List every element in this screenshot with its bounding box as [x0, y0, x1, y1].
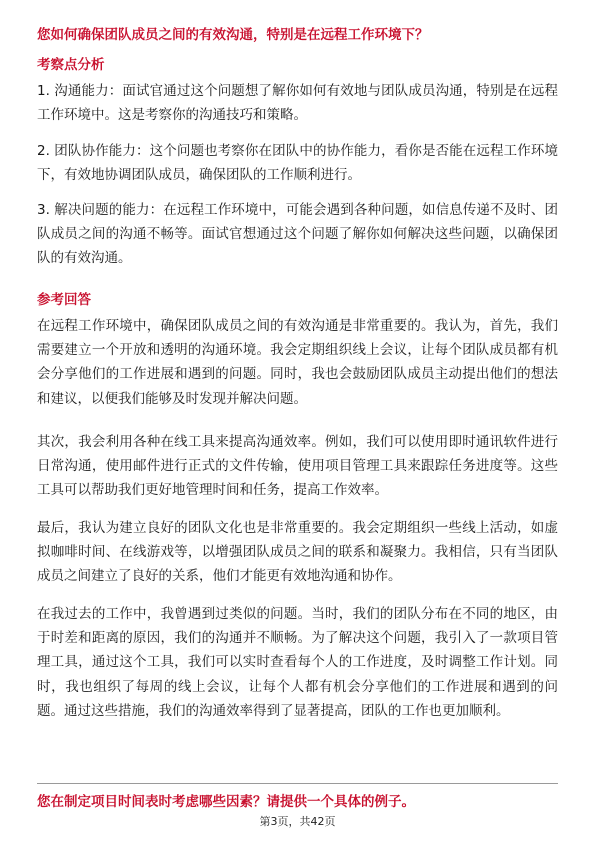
answer-heading: 参考回答: [37, 292, 91, 308]
analysis-point-2: 2. 团队协作能力：这个问题也考察你在团队中的协作能力，看你是否能在远程工作环境下，有效地协调团队成员，确保团队的工作顺利进行。: [37, 143, 558, 184]
answer-paragraph-3: 最后，我认为建立良好的团队文化也是非常重要的。我会定期组织一些线上活动，如虚拟咖啡时间、在线游戏等，以增强团队成员之间的联系和凝聚力。我相信，只有当团队成员之间建立了良好的关系，他们才能更有效地沟通和协作。: [37, 520, 558, 585]
question-title: 您如何确保团队成员之间的有效沟通，特别是在远程工作环境下？: [37, 27, 429, 43]
page-number: 第3页，共42页: [259, 815, 336, 828]
analysis-heading: 考察点分析: [37, 57, 105, 73]
analysis-point-3: 3. 解决问题的能力：在远程工作环境中，可能会遇到各种问题，如信息传递不及时、团队成员之间的沟通不畅等。面试官想通过这个问题了解你如何解决这些问题，以确保团队的有效沟通。: [37, 202, 558, 267]
section-divider: [37, 783, 558, 784]
next-question-title: 您在制定项目时间表时考虑哪些因素？请提供一个具体的例子。: [37, 794, 415, 810]
analysis-point-1: 1. 沟通能力：面试官通过这个问题想了解你如何有效地与团队成员沟通，特别是在远程工作环境中。这是考察你的沟通技巧和策略。: [37, 83, 558, 124]
answer-paragraph-2: 其次，我会利用各种在线工具来提高沟通效率。例如，我们可以使用即时通讯软件进行日常沟通，使用邮件进行正式的文件传输，使用项目管理工具来跟踪任务进度等。这些工具可以帮助我们更好地管理时间和任务，提高工作效率。: [37, 434, 558, 499]
answer-paragraph-1: 在远程工作环境中，确保团队成员之间的有效沟通是非常重要的。我认为，首先，我们需要建立一个开放和透明的沟通环境。我会定期组织线上会议，让每个团队成员都有机会分享他们的工作进展和遇到的问题。同时，我也会鼓励团队成员主动提出他们的想法和建议，以便我们能够及时发现并解决问题。: [37, 318, 558, 407]
answer-paragraph-4: 在我过去的工作中，我曾遇到过类似的问题。当时，我们的团队分布在不同的地区，由于时差和距离的原因，我们的沟通并不顺畅。为了解决这个问题，我引入了一款项目管理工具，通过这个工具，我们可以实时查看每个人的工作进度，及时调整工作计划。同时，我也组织了每周的线上会议，让每个人都有机会分享他们的工作进展和遇到的问题。通过这些措施，我们的沟通效率得到了显著提高，团队的工作也更加顺利。: [37, 606, 558, 719]
